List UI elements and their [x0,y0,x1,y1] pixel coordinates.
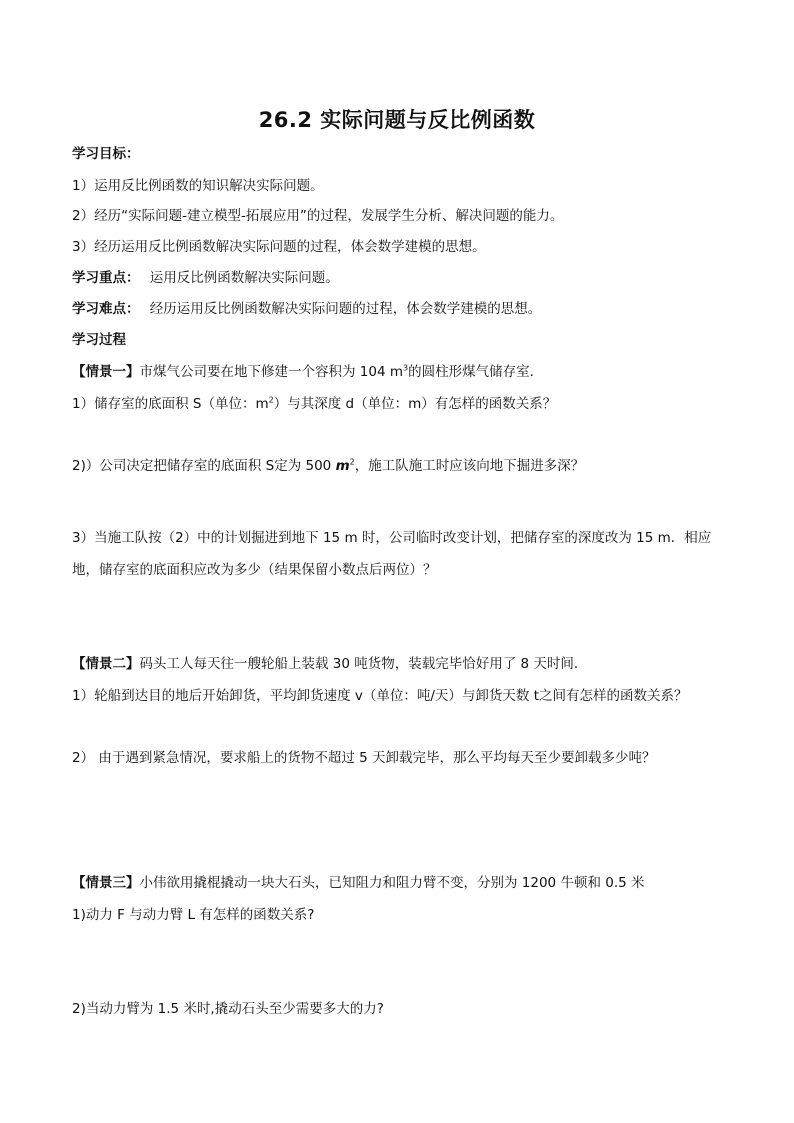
difficulty-label: 学习难点： [72,301,140,317]
scene1-q2-text: 2)）公司决定把储存室的底面积 S定为 500 [72,458,336,474]
scene1-question-2 [72,456,584,476]
scene1-question-3-line1: 3）当施工队按（2）中的计划掘进到地下 15 m 时，公司临时改变计划，把储存室的深度改为 15 m．相应 [72,530,712,546]
scene1-q2-unit: m [335,458,350,474]
scene2-label: 【情景二】 [72,656,140,672]
scene3-label: 【情景三】 [72,875,140,891]
scene1-q2-text-end: ，施工队施工时应该向地下掘进多深？ [354,458,585,474]
key-point-text: 运用反比例函数解决实际问题。 [149,270,339,286]
objective-item-1: 1）运用反比例函数的知识解决实际问题。 [72,178,324,194]
page-title: 26.2 实际问题与反比例函数 [258,108,536,132]
scene2-question-1: 1）轮船到达目的地后开始卸货，平均卸货速度 v（单位：吨/天）与卸货天数 t之间有怎样的函数关系？ [72,688,688,704]
scene1-q1-sup: 2 [268,395,274,405]
scene3-intro [72,873,645,893]
scene1-q1-text: 1）储存室的底面积 S（单位：m [72,396,269,412]
scene2-intro [72,654,587,674]
scene1-intro-text: 市煤气公司要在地下修建一个容积为 104 m [139,364,403,380]
scene1-intro [72,362,543,382]
process-heading: 学习过程 [72,332,126,348]
objectives-heading: 学习目标： [72,146,140,162]
scene3-question-2: 2)当动力臂为 1.5 米时,撬动石头至少需要多大的力? [72,1001,384,1017]
scene2-question-2: 2） 由于遇到紧急情况，要求船上的货物不超过 5 天卸载完毕，那么平均每天至少要卸载多少吨？ [72,750,656,766]
difficulty-row [72,299,541,319]
scene1-label: 【情景一】 [72,364,140,380]
scene3-intro-text: 小伟欲用撬棍撬动一块大石头，已知阻力和阻力臂不变，分别为 1200 牛顿和 0.5 米 [139,875,645,891]
scene1-question-3-line2: 地，储存室的底面积应改为多少（结果保留小数点后两位）？ [72,562,437,578]
scene3-question-1: 1)动力 F 与动力臂 L 有怎样的函数关系? [72,907,315,923]
scene2-intro-text: 码头工人每天往一艘轮船上装载 30 吨货物，装载完毕恰好用了 8 天时间． [139,656,588,672]
objective-item-2: 2）经历“实际问题-建立模型-拓展应用”的过程，发展学生分析、解决问题的能力。 [72,208,564,224]
scene1-intro-text-end: 的圆柱形煤气储存室． [408,364,544,380]
scene1-q2-sup: 2 [349,457,355,467]
key-point-label: 学习重点： [72,270,140,286]
scene1-question-1 [72,394,556,414]
key-point-row [72,268,339,288]
scene1-intro-sup: 3 [403,363,409,373]
difficulty-text: 经历运用反比例函数解决实际问题的过程，体会数学建模的思想。 [149,301,542,317]
scene1-q1-text-end: ）与其深度 d（单位：m）有怎样的函数关系？ [273,396,557,412]
objective-item-3: 3）经历运用反比例函数解决实际问题的过程，体会数学建模的思想。 [72,239,486,255]
